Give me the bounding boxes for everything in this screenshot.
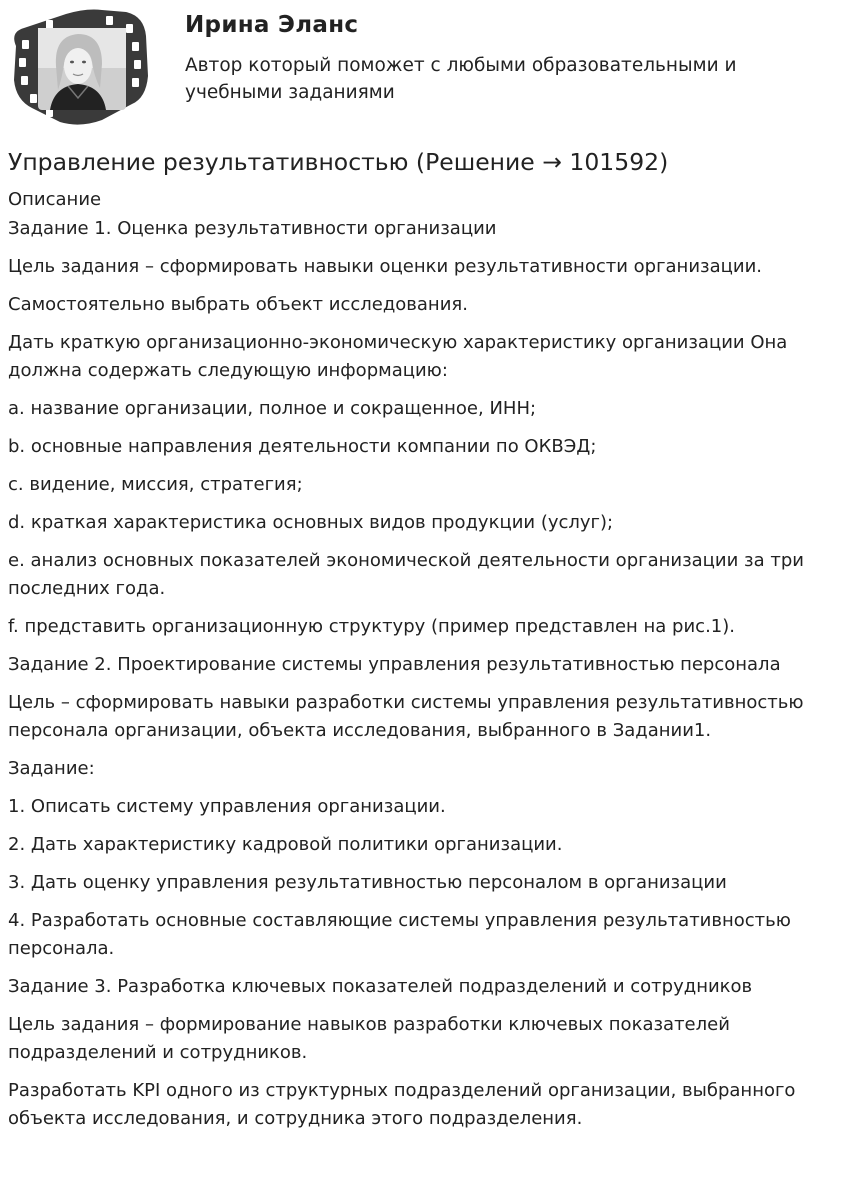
- list-item: f. представить организационную структуру (пример представлен на рис.1).: [8, 616, 735, 637]
- avatar: [6, 6, 152, 128]
- list-item: b. основные направления деятельности компании по ОКВЭД;: [8, 436, 597, 457]
- list-item: 3. Дать оценку управления результативностью персоналом в организации: [8, 872, 727, 893]
- avatar-film-frame: [6, 6, 152, 128]
- list-item: 1. Описать систему управления организации.: [8, 796, 446, 817]
- paragraph: Цель задания – формирование навыков разработки ключевых показателей подразделений и сотрудников.: [8, 1014, 730, 1063]
- paragraph: Задание 1. Оценка результативности организации: [8, 218, 497, 239]
- paragraph: Цель – сформировать навыки разработки системы управления результативностью персонала организации, объекта исследования, выбранного в Задании1.: [8, 692, 804, 741]
- paragraph: Задание 3. Разработка ключевых показателей подразделений и сотрудников: [8, 976, 753, 997]
- document-title: Управление результативностью (Решение → 101592): [8, 148, 669, 176]
- list-item: 2. Дать характеристику кадровой политики организации.: [8, 834, 563, 855]
- list-item: a. название организации, полное и сокращенное, ИНН;: [8, 398, 537, 419]
- paragraph: Задание:: [8, 758, 95, 779]
- list-item: d. краткая характеристика основных видов продукции (услуг);: [8, 512, 614, 533]
- paragraph: Цель задания – сформировать навыки оценки результативности организации.: [8, 256, 762, 277]
- list-item: 4. Разработать основные составляющие системы управления результативностью персонала.: [8, 910, 791, 959]
- list-item: c. видение, миссия, стратегия;: [8, 474, 303, 495]
- paragraph: Дать краткую организационно-экономическую характеристику организации Она должна содержать следующую информацию:: [8, 332, 788, 381]
- author-name: Ирина Эланс: [185, 12, 359, 38]
- document-body: [8, 186, 844, 1143]
- paragraph: Задание 2. Проектирование системы управления результативностью персонала: [8, 654, 781, 675]
- author-description: Автор который поможет с любыми образовательными и учебными заданиями: [185, 55, 737, 103]
- paragraph: Разработать KPI одного из структурных подразделений организации, выбранного объекта исследования, и сотрудника этого подразделения.: [8, 1080, 796, 1129]
- list-item: e. анализ основных показателей экономической деятельности организации за три последних года.: [8, 550, 804, 599]
- paragraph: Самостоятельно выбрать объект исследования.: [8, 294, 468, 315]
- section-label: Описание: [8, 189, 102, 210]
- author-block: [0, 0, 847, 132]
